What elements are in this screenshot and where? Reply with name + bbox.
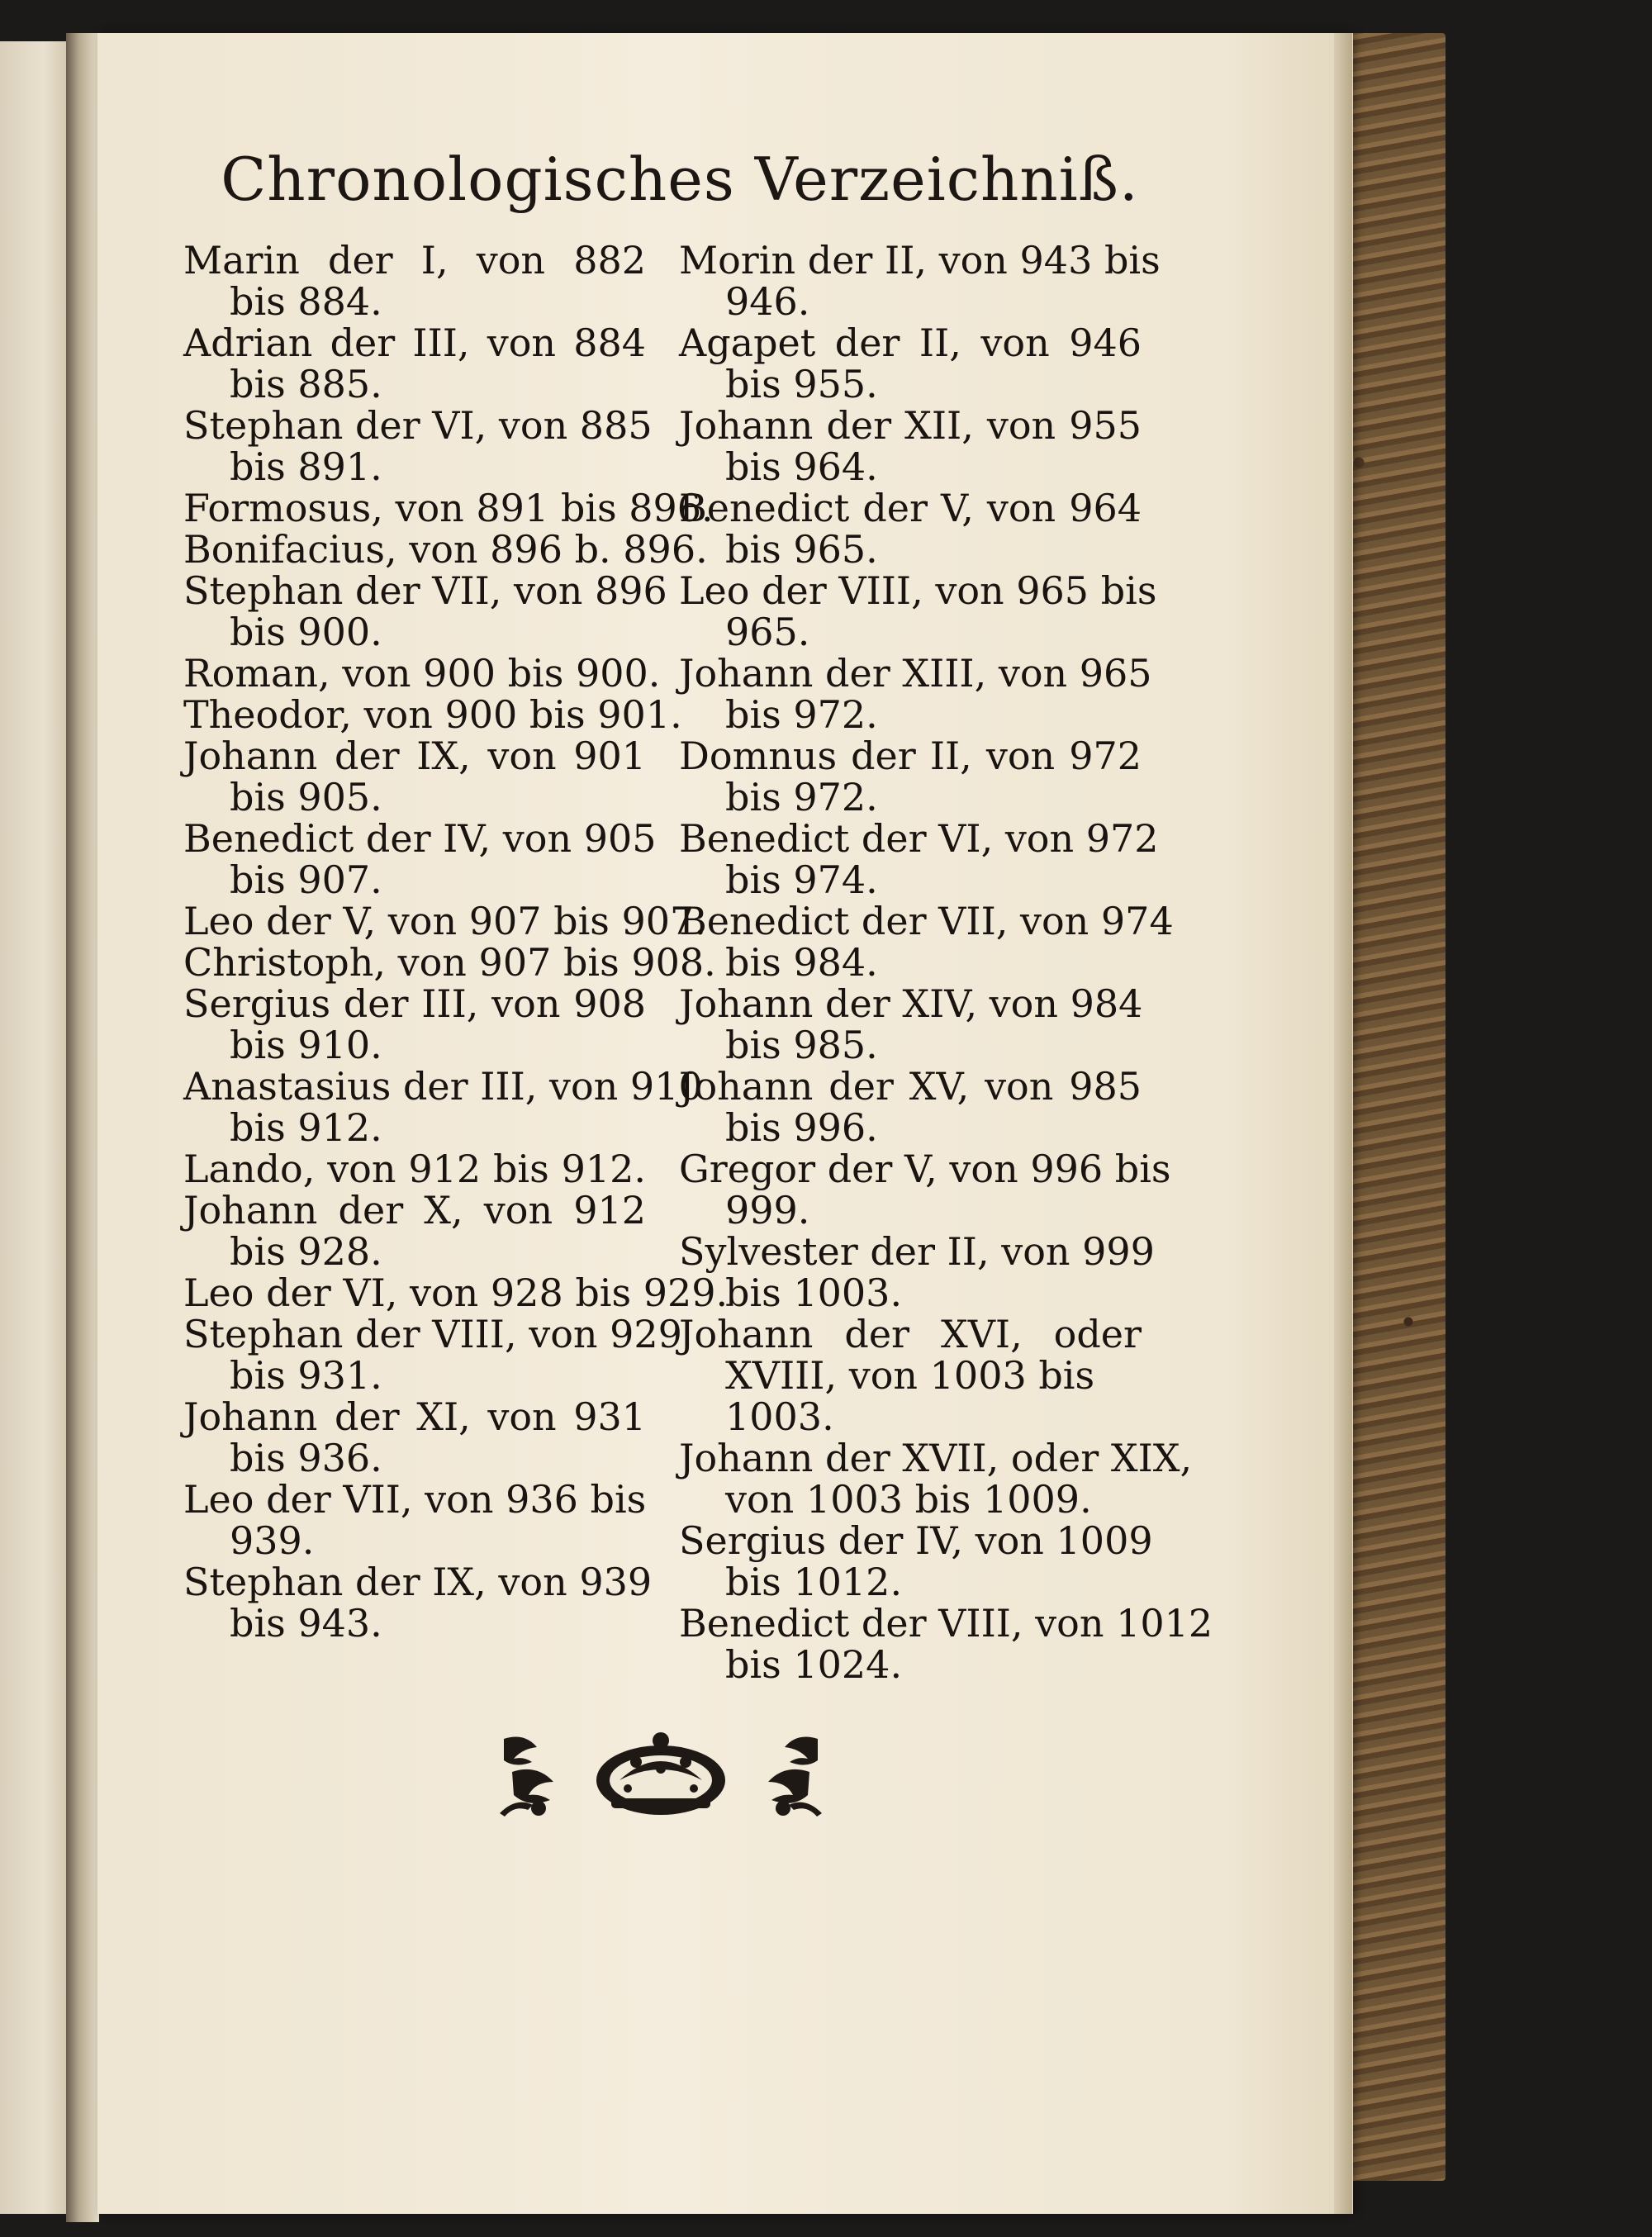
entry-line-2: 999.: [725, 1188, 810, 1232]
entry-line-2: bis 928.: [230, 1229, 382, 1274]
entry-line-1: Sylvester der II, von 999: [679, 1229, 1155, 1274]
entry-line-2: bis 900.: [230, 610, 382, 654]
pope-entry: [679, 983, 1142, 1066]
entry-line-2: bis 891.: [230, 444, 382, 489]
crown-icon: [596, 1732, 725, 1815]
entry-line-1: Christoph, von 907 bis 908.: [183, 940, 716, 985]
pope-entry: [183, 1560, 653, 1646]
page-title: Chronologisches Verzeichniß.: [221, 145, 1139, 214]
entry-line-1: Leo der VII, von 936 bis: [183, 1477, 647, 1522]
pope-entry: [679, 1601, 1213, 1687]
entry-line-1: Formosus, von 891 bis 896.: [183, 486, 714, 530]
entry-line-1: Johann der XVII, oder XIX,: [679, 1436, 1193, 1480]
pope-entry: [679, 238, 1161, 324]
entry-line-2: bis 943.: [230, 1601, 382, 1646]
right-column: [679, 238, 1213, 1687]
entry-line-2: bis 905.: [230, 775, 382, 819]
entry-line-2: bis 910.: [230, 1023, 382, 1067]
entry-line-1: Stephan der VII, von 896: [183, 568, 667, 613]
entry-line-1: Johann der XVI, oder: [679, 1312, 1142, 1356]
pope-entry: [183, 568, 667, 654]
pope-entry: [679, 1066, 1142, 1148]
entry-line-1: Johann der XV, von 985: [679, 1064, 1142, 1109]
pope-entry: [679, 1313, 1142, 1437]
entry-line-1: Johann der XII, von 955: [679, 403, 1142, 448]
entry-line-2: bis 1003.: [725, 1270, 903, 1315]
pope-entry: [183, 322, 646, 405]
pope-entry: [679, 487, 1142, 570]
entry-line-2: bis 972.: [725, 692, 878, 737]
entry-line-2: 946.: [725, 279, 810, 324]
entry-line-2: bis 996.: [725, 1105, 878, 1150]
book-gutter: [66, 33, 99, 2222]
page-fore-edge: [1334, 33, 1352, 2214]
entry-line-1: Leo der VIII, von 965 bis: [679, 568, 1157, 613]
pope-entry: [183, 486, 714, 530]
entry-line-2: bis 974.: [725, 857, 878, 902]
entry-line-1: Gregor der V, von 996 bis: [679, 1147, 1171, 1191]
left-foliage-icon: [500, 1737, 553, 1817]
pope-entry: [679, 322, 1142, 405]
pope-entry: [183, 403, 653, 489]
pope-entry: [679, 405, 1142, 487]
entry-line-2: bis 936.: [230, 1436, 382, 1480]
pope-entry: [183, 1190, 646, 1272]
entry-line-2: 965.: [725, 610, 810, 654]
pope-entry: [183, 899, 706, 943]
entry-line-1: Benedict der VII, von 974: [679, 899, 1174, 943]
entry-line-2: bis 972.: [725, 775, 878, 819]
entry-line-1: Adrian der III, von 884: [183, 321, 646, 365]
entry-line-2: bis 931.: [230, 1353, 382, 1398]
entry-line-1: Johann der XIII, von 965: [679, 651, 1152, 696]
entry-line-1: Johann der X, von 912: [183, 1188, 646, 1232]
entry-line-1: Johann der IX, von 901: [183, 734, 646, 778]
pope-entry: [183, 1312, 682, 1398]
pope-entry: [183, 1064, 703, 1150]
pope-entry: [679, 816, 1159, 902]
entry-line-2: bis 985.: [725, 1023, 878, 1067]
entry-line-2: XVIII, von 1003 bis 1003.: [725, 1353, 1095, 1439]
entry-line-1: Sergius der IV, von 1009: [679, 1518, 1153, 1563]
entry-line-2: bis 1012.: [725, 1560, 903, 1604]
entry-line-1: Stephan der VIII, von 929: [183, 1312, 682, 1356]
right-foliage-icon: [768, 1737, 822, 1817]
pope-entry: [183, 1270, 729, 1315]
entry-line-2: bis 984.: [725, 940, 878, 985]
pope-entry: [183, 240, 646, 322]
entry-line-1: Domnus der II, von 972: [679, 734, 1142, 778]
pope-entry: [183, 651, 661, 696]
entry-line-2: bis 955.: [725, 362, 878, 406]
entry-line-2: bis 1024.: [725, 1642, 903, 1687]
pope-entry: [183, 1479, 646, 1561]
entry-line-2: bis 965.: [725, 527, 878, 572]
entry-line-1: Benedict der VI, von 972: [679, 816, 1159, 861]
pope-entry: [679, 735, 1142, 818]
entry-line-1: Johann der XIV, von 984: [679, 981, 1143, 1026]
entry-line-1: Theodor, von 900 bis 901.: [183, 692, 682, 737]
entry-line-2: bis 885.: [230, 362, 382, 406]
entry-line-2: bis 907.: [230, 857, 382, 902]
entry-line-1: Marin der I, von 882: [183, 238, 646, 283]
facing-page-edge: [0, 41, 73, 2214]
entry-line-1: Morin der II, von 943 bis: [679, 238, 1161, 283]
entry-line-1: Sergius der III, von 908: [183, 981, 646, 1026]
pope-entry: [679, 568, 1157, 654]
pope-entry: [679, 1518, 1153, 1604]
pope-entry: [183, 983, 646, 1066]
entry-line-2: bis 912.: [230, 1105, 382, 1150]
crown-ornament: [487, 1722, 834, 1830]
entry-line-1: Anastasius der III, von 910: [183, 1064, 703, 1109]
left-column: [183, 238, 729, 1646]
entry-line-1: Leo der V, von 907 bis 907.: [183, 899, 706, 943]
pope-entry: [183, 527, 708, 572]
pope-entry: [183, 940, 716, 985]
entry-line-1: Benedict der VIII, von 1012: [679, 1601, 1213, 1646]
entry-line-1: Leo der VI, von 928 bis 929.: [183, 1270, 729, 1315]
entry-line-1: Johann der XI, von 931: [183, 1394, 646, 1439]
pope-entry: [183, 692, 682, 737]
pope-entry: [183, 735, 646, 818]
pope-entry: [679, 1147, 1171, 1232]
pope-entry: [183, 1396, 646, 1479]
entry-line-1: Roman, von 900 bis 900.: [183, 651, 661, 696]
entry-line-1: Benedict der V, von 964: [679, 486, 1142, 530]
entry-line-2: bis 884.: [230, 279, 382, 324]
entry-line-1: Lando, von 912 bis 912.: [183, 1147, 646, 1191]
pope-entry: [679, 1229, 1155, 1315]
entry-line-1: Bonifacius, von 896 b. 896.: [183, 527, 708, 572]
pope-entry: [183, 1148, 646, 1190]
entry-line-1: Stephan der VI, von 885: [183, 403, 653, 448]
pope-entry: [679, 1436, 1193, 1522]
entry-line-2: 939.: [230, 1518, 315, 1563]
entry-line-2: von 1003 bis 1009.: [725, 1477, 1092, 1522]
pope-entry: [679, 651, 1152, 737]
pope-entry: [183, 816, 657, 902]
entry-line-1: Agapet der II, von 946: [679, 321, 1142, 365]
entry-line-1: Stephan der IX, von 939: [183, 1560, 653, 1604]
entry-line-2: bis 964.: [725, 444, 878, 489]
entry-line-1: Benedict der IV, von 905: [183, 816, 657, 861]
pope-entry: [679, 899, 1174, 985]
